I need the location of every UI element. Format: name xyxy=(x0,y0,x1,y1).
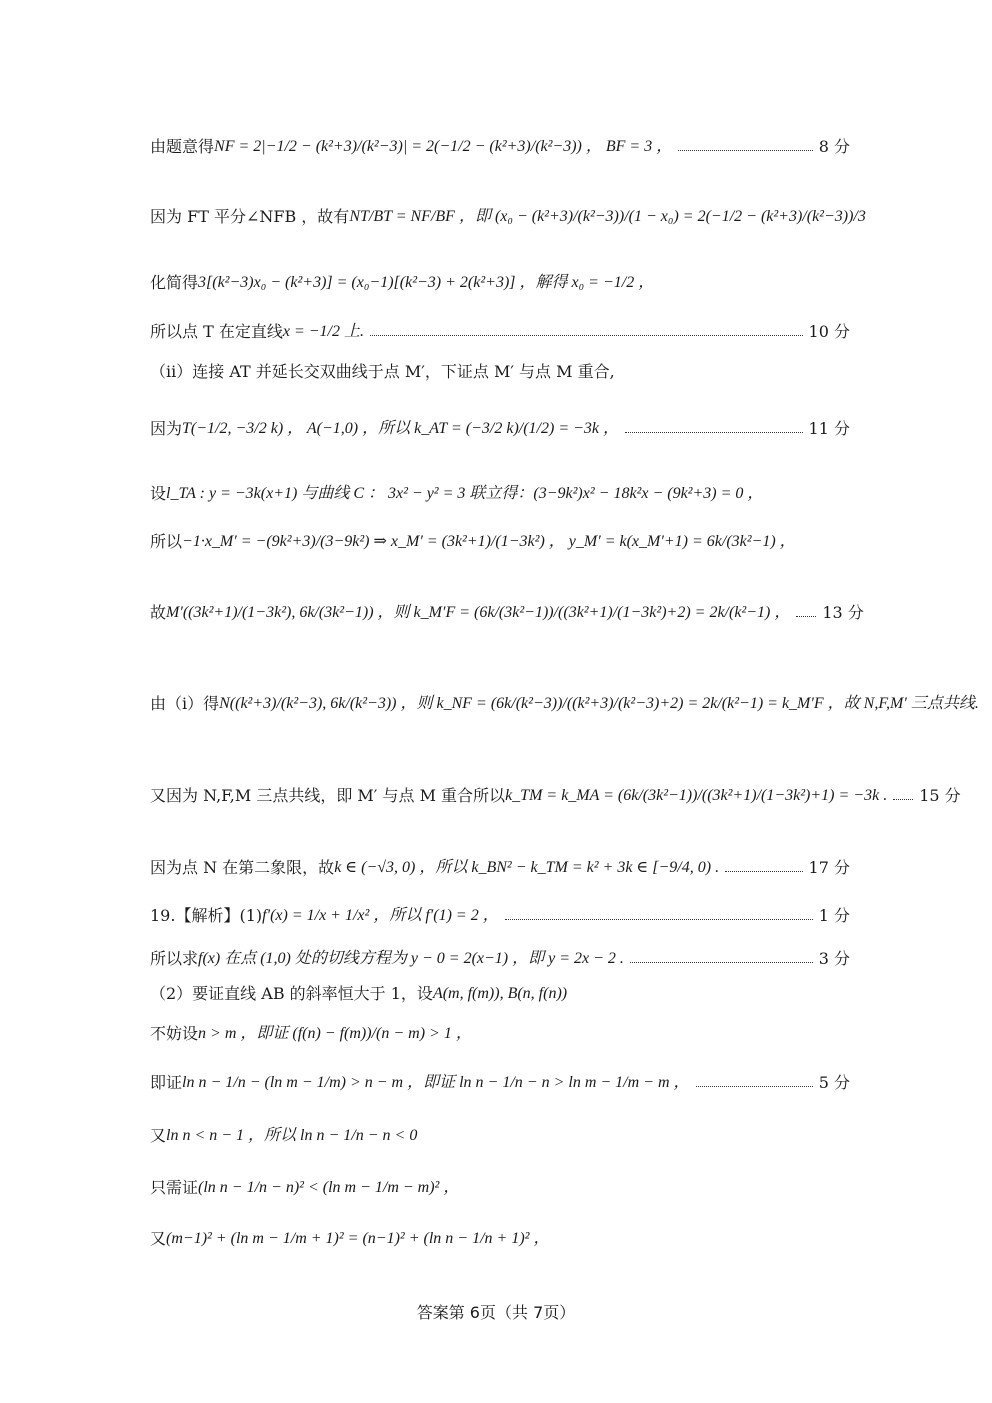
line-math: −1·x_M′ = −(9k²+3)/(3−9k²) ⇒ x_M′ = (3k²+1)/(1−3k²) ， y_M′ = k(x_M′+1) = 6k/(3k²−1) ， xyxy=(182,533,796,550)
line-text: 又因为 N,F,M 三点共线，即 M′ 与点 M 重合所以 xyxy=(150,786,506,805)
score-label: 13 分 xyxy=(822,603,864,622)
line-3 xyxy=(150,322,850,342)
line-14 xyxy=(150,984,850,1004)
line-math: ln n < n − 1 ，所以 ln n − 1/n − n < 0 xyxy=(166,1127,418,1144)
line-5 xyxy=(150,419,850,439)
leader-dots xyxy=(505,918,813,920)
line-19 xyxy=(150,1229,850,1249)
line-text: 因为 xyxy=(150,419,183,438)
line-text: 因为 FT 平分∠NFB ，故有 xyxy=(150,207,350,226)
line-math: N((k²+3)/(k²−3), 6k/(k²−3)) ，则 k_NF = (6k/(k²−3))/((k²+3)/(k²−3)+2) = 2k/(k²−1) = k_M′F ，故 N,F,M′ 三点共线. xyxy=(219,695,979,712)
line-0 xyxy=(150,137,850,157)
score-label: 5 分 xyxy=(818,1073,850,1092)
line-math: (m−1)² + (ln m − 1/m + 1)² = (n−1)² + (ln n − 1/n + 1)² ， xyxy=(166,1230,550,1247)
line-text: 又 xyxy=(150,1126,167,1145)
line-10 xyxy=(150,786,961,806)
score-label: 3 分 xyxy=(818,949,850,968)
line-math: (ln n − 1/n − n)² < (ln m − 1/m − m)² ， xyxy=(198,1179,460,1196)
leader-dots xyxy=(625,431,803,433)
line-13 xyxy=(150,949,850,969)
line-text: 由（i）得 xyxy=(150,694,220,713)
line-math: x = −1/2 上. xyxy=(282,323,365,340)
line-11 xyxy=(150,858,850,878)
line-text: 化简得 xyxy=(150,273,199,292)
line-text: 不妨设 xyxy=(150,1024,199,1043)
line-text: 19.【解析】(1) xyxy=(150,906,263,925)
leader-dots xyxy=(893,798,913,800)
line-12 xyxy=(150,906,850,926)
leader-dots xyxy=(796,615,816,617)
line-text: （ii）连接 AT 并延长交双曲线于点 M′，下证点 M′ 与点 M 重合, xyxy=(150,362,615,381)
leader-dots xyxy=(630,961,813,963)
line-math: A(m, f(m)), B(n, f(n)) xyxy=(432,985,568,1002)
page-footer: 答案第 6页（共 7页） xyxy=(416,1303,576,1322)
line-math: ln n − 1/n − (ln m − 1/m) > n − m ，即证 ln n − 1/n − n > ln m − 1/m − m ， xyxy=(182,1074,690,1091)
score-label: 11 分 xyxy=(808,419,850,438)
line-text: 只需证 xyxy=(150,1178,199,1197)
line-17 xyxy=(150,1126,850,1146)
line-18 xyxy=(150,1178,850,1198)
line-text: 设 xyxy=(150,484,167,503)
line-15 xyxy=(150,1024,850,1044)
line-math: 3[(k²−3)x₀ − (k²+3)] = (x₀−1)[(k²−3) + 2(k²+3)] ，解得 x₀ = −1/2 ， xyxy=(198,274,655,291)
line-math: f′(x) = 1/x + 1/x² ，所以 f′(1) = 2 ， xyxy=(262,907,499,924)
line-text: 故 xyxy=(150,603,167,622)
line-math: l_TA : y = −3k(x+1) 与曲线 C ： 3x² − y² = 3 联立得：(3−9k²)x² − 18k²x − (9k²+3) = 0 ， xyxy=(166,485,764,502)
line-9 xyxy=(150,694,979,714)
line-math: NT/BT = NF/BF ，即 (x₀ − (k²+3)/(k²−3))/(1 − x₀) = 2(−1/2 − (k²+3)/(k²−3))/3 xyxy=(349,208,866,225)
score-label: 8 分 xyxy=(818,137,850,156)
line-text: 因为点 N 在第二象限，故 xyxy=(150,858,335,877)
line-text: 所以求 xyxy=(150,949,199,968)
line-math: T(−1/2, −3/2 k) ， A(−1,0) ，所以 k_AT = (−3/2 k)/(1/2) = −3k ， xyxy=(182,420,620,437)
line-text: （2）要证直线 AB 的斜率恒大于 1，设 xyxy=(150,984,433,1003)
line-math: M′((3k²+1)/(1−3k²), 6k/(3k²−1)) ，则 k_M′F = (6k/(3k²−1))/((3k²+1)/(1−3k²)+2) = 2k/(k²−1) ， xyxy=(166,604,791,621)
line-math: k_TM = k_MA = (6k/(3k²−1))/((3k²+1)/(1−3k²)+1) = −3k . xyxy=(505,787,888,804)
line-text: 即证 xyxy=(150,1073,183,1092)
line-math: f(x) 在点 (1,0) 处的切线方程为 y − 0 = 2(x−1) ，即 y = 2x − 2 . xyxy=(198,950,624,967)
leader-dots xyxy=(725,870,802,872)
leader-dots xyxy=(696,1085,813,1087)
line-2 xyxy=(150,273,850,293)
leader-dots xyxy=(678,149,812,151)
line-6 xyxy=(150,484,850,504)
line-text: 又 xyxy=(150,1229,167,1248)
score-label: 15 分 xyxy=(919,786,961,805)
line-1 xyxy=(150,207,866,227)
line-math: n > m ，即证 (f(n) − f(m))/(n − m) > 1 ， xyxy=(198,1025,472,1042)
line-text: 所以点 T 在定直线 xyxy=(150,322,283,341)
line-math: NF = 2|−1/2 − (k²+3)/(k²−3)| = 2(−1/2 − (k²+3)/(k²−3)) ， BF = 3 ， xyxy=(214,138,673,155)
score-label: 17 分 xyxy=(808,858,850,877)
line-7 xyxy=(150,532,850,552)
line-4 xyxy=(150,362,850,382)
score-label: 10 分 xyxy=(808,322,850,341)
score-label: 1 分 xyxy=(818,906,850,925)
line-math: k ∈ (−√3, 0) ，所以 k_BN² − k_TM = k² + 3k ∈ [−9/4, 0) . xyxy=(334,859,720,876)
line-16 xyxy=(150,1073,850,1093)
line-text: 所以 xyxy=(150,532,183,551)
line-8 xyxy=(150,603,864,623)
line-text: 由题意得 xyxy=(150,137,215,156)
leader-dots xyxy=(370,334,803,336)
